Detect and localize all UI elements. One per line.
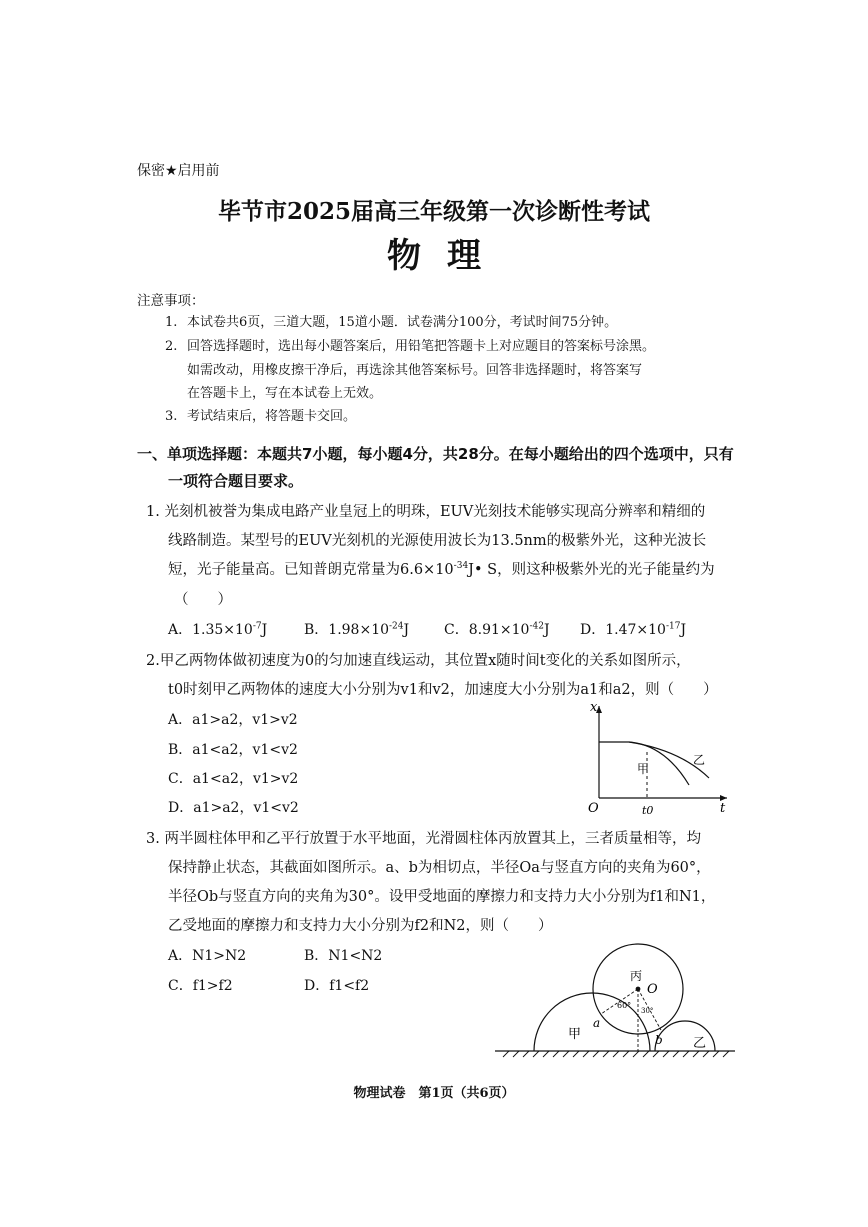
question-3-line3: 半径Ob与竖直方向的夹角为30°。设甲受地面的摩擦力和支持力大小分别为f1和N1， <box>168 889 716 905</box>
q2-xt-graph <box>585 700 735 818</box>
exam-title: 毕节市2025届高三年级第一次诊断性考试 <box>217 198 650 225</box>
q3-option-c[interactable]: C．f1>f2 <box>168 978 233 994</box>
notice-item-2: 2. 回答选择题时，选出每小题答案后，用铅笔把答题卡上对应题目的答案标号涂黑。 <box>165 339 656 354</box>
question-3-line2: 保持静止状态，其截面如图所示。a、b为相切点，半径Oa与竖直方向的夹角为60°， <box>168 860 711 876</box>
notice-item-2-line2: 如需改动，用橡皮擦干净后，再选涂其他答案标号。回答非选择题时，将答案写 <box>187 363 643 378</box>
jia-label: 甲 <box>637 762 650 776</box>
question-1-paren: （ ） <box>174 592 232 608</box>
question-2-line2: t0时刻甲乙两物体的速度大小分别为v1和v2，加速度大小分别为a1和a2，则（ ） <box>168 682 718 698</box>
page-footer: 物理试卷 第1页（共6页） <box>353 1086 515 1101</box>
q1-option-b[interactable]: B．$1.98\times 10^{-24}J$ <box>304 621 410 638</box>
notice-item-3: 3. 考试结束后，将答题卡交回。 <box>165 409 357 424</box>
jia-figure-label: 甲 <box>568 1027 582 1042</box>
section-heading-line2: 一项符合题目要求。 <box>168 472 304 490</box>
t0-label: t0 <box>642 804 654 817</box>
confidential-label: 保密★启用前 <box>137 163 220 179</box>
subject-title: 物理 <box>387 236 507 276</box>
question-1-line3: 短，光子能量高。已知普朗克常量为$6.6\times 10^{-34}J•$ S，则这种极紫外光的光子能量约为 <box>168 561 715 578</box>
q1-option-a[interactable]: A．$1.35\times 10^{-7}J$ <box>168 621 268 638</box>
question-1: 1. 光刻机被誉为集成电路产业皇冠上的明珠，EUV光刻技术能够实现高分辨率和精细的 <box>146 504 706 520</box>
q2-option-d[interactable]: D．a1>a2，v1<v2 <box>168 800 299 816</box>
t-axis-label: t <box>720 801 726 816</box>
q3-option-b[interactable]: B．N1<N2 <box>304 948 383 964</box>
question-3: 3. 两半圆柱体甲和乙平行放置于水平地面，光滑圆柱体丙放置其上，三者质量相等，均 <box>146 831 701 847</box>
q3-cylinder-figure <box>493 930 738 1060</box>
question-2: 2.甲乙两物体做初速度为0的匀加速直线运动，其位置x随时间t变化的关系如图所示， <box>146 653 691 669</box>
q3-option-a[interactable]: A．N1>N2 <box>168 948 247 964</box>
question-1-line2: 线路制造。某型号的EUV光刻机的光源使用波长为13.5nm的极紫外光，这种光波长 <box>168 533 707 549</box>
q3-option-d[interactable]: D．f1<f2 <box>304 978 370 994</box>
bing-label: 丙 <box>630 969 643 983</box>
yi-figure-label: 乙 <box>693 1036 707 1051</box>
point-b-label: b <box>655 1033 663 1047</box>
q1-option-c[interactable]: C．$8.91\times 10^{-42}J$ <box>444 621 550 638</box>
x-axis-label: x <box>590 700 598 715</box>
origin-label: O <box>588 801 599 816</box>
angle-60-label: 60° <box>617 1001 632 1010</box>
half-cylinder-jia <box>534 993 650 1051</box>
angle-30-label: 30° <box>641 1007 654 1015</box>
q1-option-d[interactable]: D．$1.47\times 10^{-17}J$ <box>580 621 687 638</box>
q2-option-b[interactable]: B．a1<a2，v1<v2 <box>168 742 298 758</box>
q2-option-a[interactable]: A．a1>a2，v1>v2 <box>168 712 298 728</box>
q2-option-c[interactable]: C．a1<a2，v1>v2 <box>168 771 299 787</box>
notice-item-1: 1. 本试卷共6页，三道大题，15道小题．试卷满分100分，考试时间75分钟。 <box>165 315 618 330</box>
notice-item-2-line3: 在答题卡上，写在本试卷上无效。 <box>187 386 383 401</box>
o-label: O <box>647 982 658 997</box>
section-heading: 一、单项选择题：本题共7小题，每小题4分，共28分。在每小题给出的四个选项中，只有 <box>137 445 734 463</box>
yi-label: 乙 <box>693 753 706 767</box>
point-a-label: a <box>593 1016 601 1030</box>
notice-heading: 注意事项： <box>137 293 205 309</box>
question-3-line4: 乙受地面的摩擦力和支持力大小分别为f2和N2，则（ ） <box>168 918 553 934</box>
ground-hatch <box>503 1051 729 1057</box>
